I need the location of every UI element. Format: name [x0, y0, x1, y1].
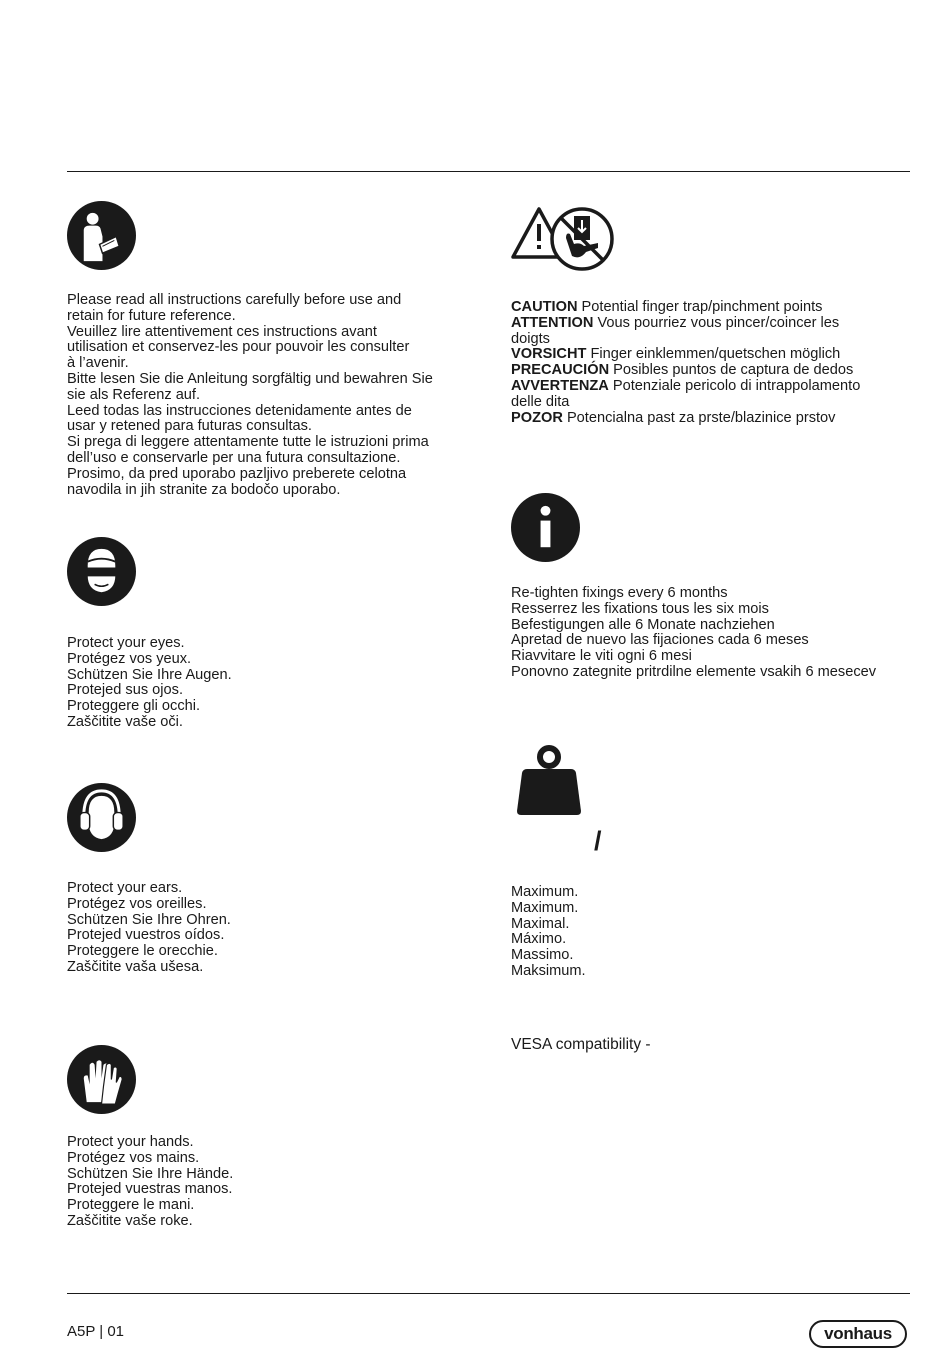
instruction-line: Leed todas las instrucciones detenidamente antes de	[67, 402, 412, 419]
caution-keyword: VORSICHT	[511, 346, 587, 363]
hands-line: Protégez vos mains.	[67, 1149, 200, 1166]
ear-protection-icon	[67, 783, 136, 852]
retighten-line: Resserrez les fixations tous les six mois	[511, 600, 769, 617]
instruction-line: Prosimo, da pred uporabo pazljivo preberete celotna	[67, 465, 407, 482]
vesa-compatibility: VESA compatibility -	[511, 1036, 651, 1053]
caution-line: PRECAUCIÓN Posibles puntos de captura de dedos	[511, 362, 854, 379]
caution-line: POZOR Potencialna past za prste/blazinice prstov	[511, 409, 836, 426]
page-code: A5P | 01	[67, 1323, 124, 1340]
maximum-line: Maximum.	[511, 899, 579, 916]
ears-line: Schützen Sie Ihre Ohren.	[67, 911, 231, 928]
top-rule	[67, 171, 910, 172]
eyes-line: Protégez vos yeux.	[67, 650, 192, 667]
caution-line: delle dita	[511, 393, 570, 410]
caution-line: doigts	[511, 330, 550, 347]
maximum-line: Massimo.	[511, 947, 574, 964]
instruction-line: Bitte lesen Sie die Anleitung sorgfältig und bewahren Sie	[67, 370, 433, 387]
instruction-line: Si prega di leggere attentamente tutte le istruzioni prima	[67, 434, 429, 451]
caution-line: CAUTION Potential finger trap/pinchment points	[511, 299, 823, 315]
eyes-line: Zaščitite vaše oči.	[67, 713, 183, 730]
instruction-line: retain for future reference.	[67, 307, 236, 324]
retighten-line: Re-tighten fixings every 6 months	[511, 585, 728, 601]
caution-keyword: PRECAUCIÓN	[511, 362, 610, 379]
hands-line: Schützen Sie Ihre Hände.	[67, 1165, 234, 1182]
ears-line: Protejed vuestros oídos.	[67, 927, 225, 944]
caution-keyword: POZOR	[511, 409, 563, 426]
caution-line: AVVERTENZA Potenziale pericolo di intrappolamento	[511, 377, 861, 394]
instruction-line: usar y retened para futuras consultas.	[67, 418, 312, 435]
maximum-line: Maximal.	[511, 915, 570, 932]
ears-line: Proteggere le orecchie.	[67, 943, 218, 960]
hands-text	[67, 1135, 233, 1230]
instruction-line: dell’uso e conservarle per una futura consultazione.	[67, 449, 401, 466]
caution-keyword: AVVERTENZA	[511, 377, 609, 394]
vonhaus-logo: vonhaus	[809, 1320, 907, 1348]
retighten-line: Riavvitare le viti ogni 6 mesi	[511, 648, 692, 665]
eyes-line: Proteggere gli occhi.	[67, 698, 201, 715]
caution-line: VORSICHT Finger einklemmen/quetschen möglich	[511, 346, 841, 363]
ears-text	[67, 881, 231, 976]
caution-line: ATTENTION Vous pourriez vous pincer/coincer les	[511, 314, 840, 331]
maximum-line: Maximum.	[511, 884, 579, 900]
maximum-line: Maksimum.	[511, 962, 586, 979]
bottom-rule	[67, 1293, 910, 1294]
ears-line: Zaščitite vaša ušesa.	[67, 958, 204, 975]
instruction-line: Please read all instructions carefully before use and	[67, 292, 402, 308]
ears-line: Protégez vos oreilles.	[67, 895, 207, 912]
retighten-line: Ponovno zategnite pritrdilne elemente vsakih 6 mesecev	[511, 663, 877, 680]
maximum-text	[511, 885, 586, 980]
eyes-text	[67, 636, 232, 731]
hands-line: Zaščitite vaše roke.	[67, 1212, 193, 1229]
info-icon	[511, 493, 580, 562]
read-manual-icon	[67, 201, 136, 270]
hands-line: Proteggere le mani.	[67, 1197, 195, 1214]
retighten-text	[511, 586, 876, 681]
retighten-line: Befestigungen alle 6 Monate nachziehen	[511, 616, 775, 633]
instruction-line: Veuillez lire attentivement ces instructions avant	[67, 323, 377, 340]
instruction-line: navodila in jih stranite za bodočo uporabo.	[67, 481, 341, 498]
instruction-line: sie als Referenz auf.	[67, 386, 201, 403]
read-instructions-text	[67, 293, 433, 498]
caution-text	[511, 300, 860, 426]
weight-separator: /	[594, 826, 602, 856]
weight-icon	[517, 745, 581, 815]
ears-line: Protect your ears.	[67, 880, 183, 896]
caution-keyword: ATTENTION	[511, 314, 594, 331]
eyes-line: Protect your eyes.	[67, 635, 185, 651]
instruction-line: utilisation et conservez-les pour pouvoir les consulter	[67, 339, 410, 356]
hands-line: Protect your hands.	[67, 1134, 194, 1150]
hand-protection-icon	[67, 1045, 136, 1114]
finger-trap-warning-icon	[510, 204, 618, 274]
eye-protection-icon	[67, 537, 136, 606]
retighten-line: Apretad de nuevo las fijaciones cada 6 meses	[511, 632, 809, 649]
hands-line: Protejed vuestras manos.	[67, 1181, 233, 1198]
eyes-line: Protejed sus ojos.	[67, 682, 184, 699]
caution-keyword: CAUTION	[511, 299, 578, 315]
maximum-line: Máximo.	[511, 931, 567, 948]
eyes-line: Schützen Sie Ihre Augen.	[67, 666, 232, 683]
instruction-line: à l’avenir.	[67, 355, 129, 372]
